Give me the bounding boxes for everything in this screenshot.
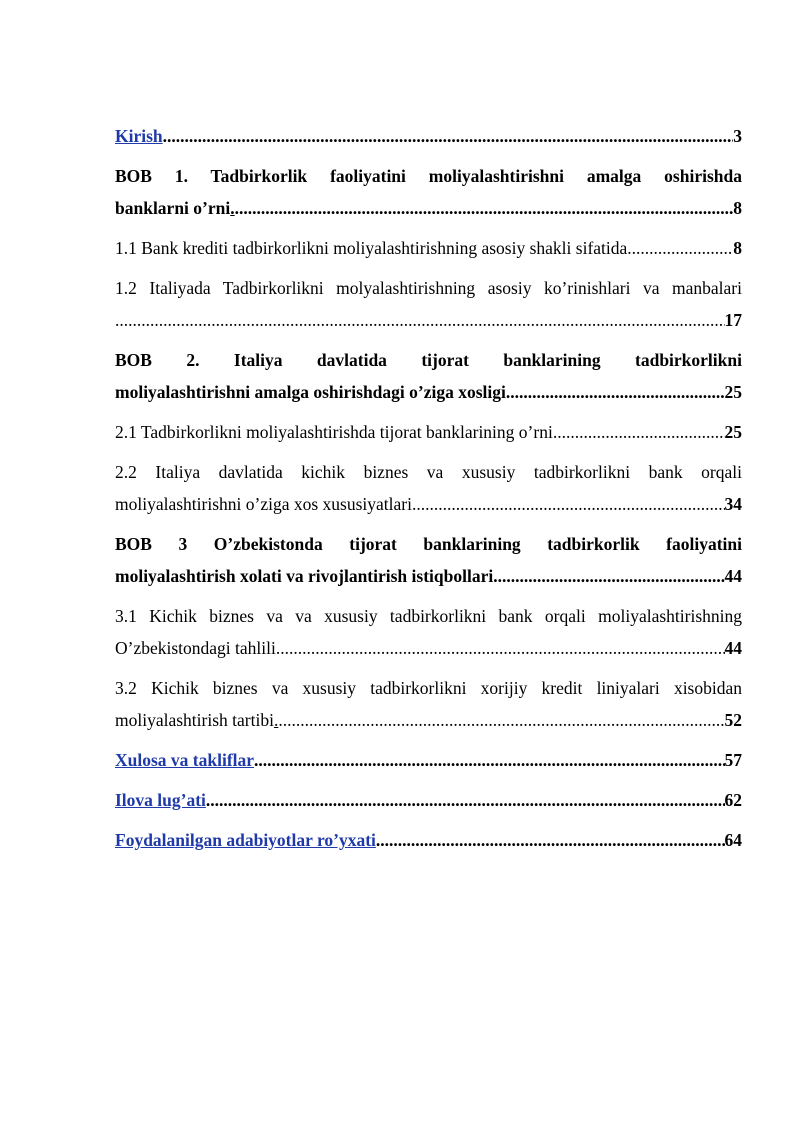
toc-entry-bob1	[115, 160, 742, 224]
toc-entry-line: 2.2 Italiya davlatida kichik biznes va xususiy tadbirkorlikni bank orqali	[115, 462, 742, 482]
dot-leader	[278, 704, 724, 736]
toc-entry-leader-line	[115, 488, 742, 520]
toc-entry-tail: .	[230, 198, 235, 218]
toc-entry-kirish[interactable]	[115, 120, 742, 152]
toc-entry-title: moliyalashtirish tartibi	[115, 710, 274, 730]
page-number: 44	[724, 638, 742, 658]
toc-entry-leader-line	[115, 376, 742, 408]
dot-leader	[493, 560, 724, 592]
toc-entry-title: moliyalashtirish xolati va rivojlantirish istiqbollari	[115, 566, 494, 586]
toc-entry-bob2	[115, 344, 742, 408]
toc-entry-title: 1.1 Bank krediti tadbirkorlikni moliyalashtirishning asosiy shakli sifatida	[115, 238, 628, 258]
page-number: 52	[724, 710, 742, 730]
toc-entry-line: 3.1 Kichik biznes va va xususiy tadbirkorlikni bank orqali moliyalashtirishning	[115, 606, 742, 626]
toc-entry-s1-2	[115, 272, 742, 336]
toc-link[interactable]: Xulosa va takliflar	[115, 750, 255, 770]
dot-leader	[254, 744, 724, 776]
toc-entry-title: O’zbekistondagi tahlili	[115, 638, 276, 658]
toc-entry-leader-line	[115, 824, 742, 856]
toc-entry-bob3	[115, 528, 742, 592]
page-number: 44	[724, 566, 742, 586]
page-number: 17	[724, 310, 742, 330]
table-of-contents	[115, 120, 742, 864]
dot-leader	[376, 824, 725, 856]
toc-entry-tail: .	[273, 710, 279, 730]
toc-entry-adabiyot[interactable]	[115, 824, 742, 856]
toc-entry-xulosa[interactable]	[115, 744, 742, 776]
toc-link[interactable]: Ilova lug’ati	[115, 790, 206, 810]
toc-entry-title: moliyalashtirishni amalga oshirishdagi o’ziga xosligi	[115, 382, 506, 402]
toc-entry-leader-line	[115, 232, 742, 264]
toc-link[interactable]: Foydalanilgan adabiyotlar ro’yxati	[115, 830, 376, 850]
toc-entry-s1-1	[115, 232, 742, 264]
toc-entry-title: banklarni o’rni	[115, 198, 231, 218]
toc-link[interactable]: Kirish	[115, 126, 163, 146]
toc-entry-title: moliyalashtirishni o’ziga xos xususiyatlari	[115, 494, 412, 514]
toc-entry-line: 1.2 Italiyada Tadbirkorlikni molyalashtirishning asosiy ko’rinishlari va manbalari	[115, 278, 742, 298]
toc-entry-line: BOB 1. Tadbirkorlik faoliyatini moliyalashtirishni amalga oshirishda	[115, 166, 742, 186]
page-number: 25	[724, 422, 742, 442]
dot-leader	[412, 488, 725, 520]
dot-leader	[235, 192, 734, 224]
toc-entry-line: BOB 3 O’zbekistonda tijorat banklarining tadbirkorlik faoliyatini	[115, 534, 742, 554]
page-number: 57	[724, 750, 742, 770]
dot-leader	[627, 232, 733, 264]
toc-entry-s3-2	[115, 672, 742, 736]
toc-entry-ilova[interactable]	[115, 784, 742, 816]
dot-leader	[115, 304, 725, 336]
toc-entry-leader-line	[115, 192, 742, 224]
dot-leader	[163, 120, 734, 152]
toc-entry-leader-line	[115, 560, 742, 592]
toc-entry-leader-line	[115, 744, 742, 776]
page-number: 3	[733, 126, 742, 146]
toc-entry-leader-line	[115, 704, 742, 736]
toc-entry-leader-line	[115, 784, 742, 816]
dot-leader	[276, 632, 725, 664]
dot-leader	[206, 784, 725, 816]
toc-entry-leader-line	[115, 120, 742, 152]
dot-leader	[506, 376, 725, 408]
page-number: 25	[724, 382, 742, 402]
dot-leader	[553, 416, 725, 448]
toc-entry-line: 3.2 Kichik biznes va xususiy tadbirkorlikni xorijiy kredit liniyalari xisobidan	[115, 678, 742, 698]
toc-entry-s2-1	[115, 416, 742, 448]
toc-entry-leader-line	[115, 416, 742, 448]
page-number: 34	[724, 494, 742, 514]
toc-entry-s2-2	[115, 456, 742, 520]
toc-entry-leader-line	[115, 632, 742, 664]
toc-entry-line: BOB 2. Italiya davlatida tijorat banklarining tadbirkorlikni	[115, 350, 742, 370]
toc-entry-s3-1	[115, 600, 742, 664]
page-number: 8	[733, 238, 742, 258]
page-number: 62	[724, 790, 742, 810]
page-number: 8	[733, 198, 742, 218]
toc-entry-title: 2.1 Tadbirkorlikni moliyalashtirishda tijorat banklarining o’rni	[115, 422, 553, 442]
page-number: 64	[724, 830, 742, 850]
toc-entry-leader-line	[115, 304, 742, 336]
